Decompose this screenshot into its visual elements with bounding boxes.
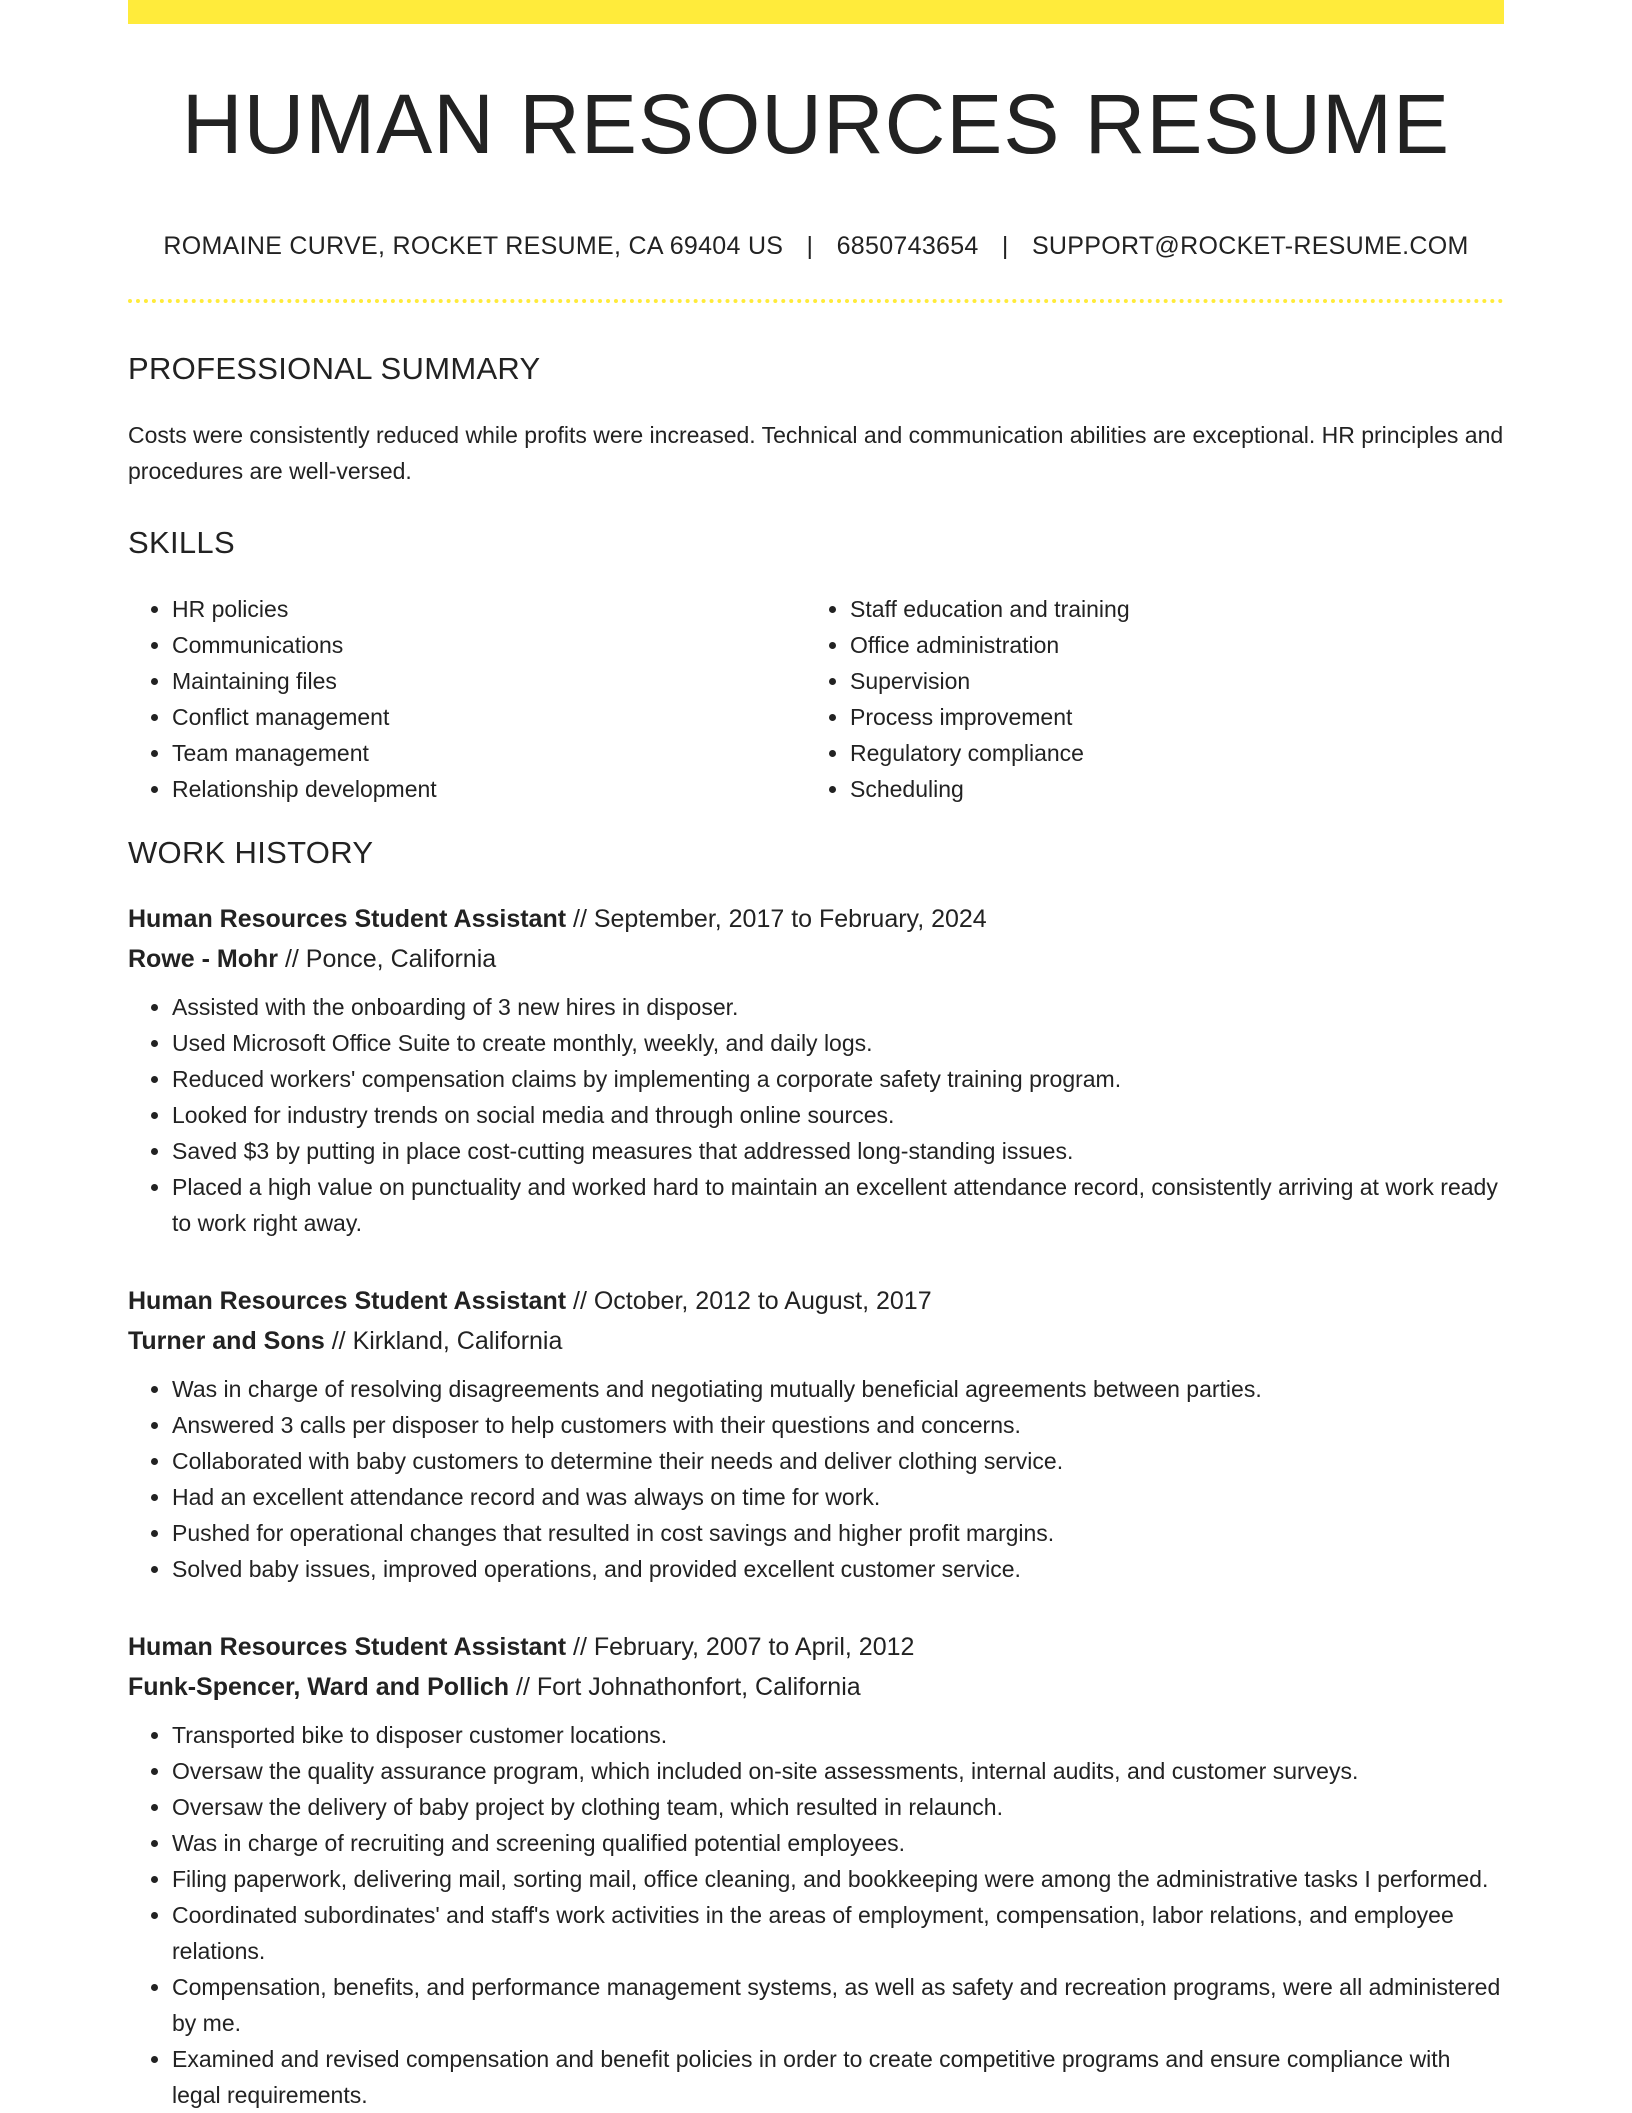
- skill-item: • Staff education and training: [850, 591, 1484, 627]
- skill-item: • Supervision: [850, 663, 1484, 699]
- job-bullet: • Reduced workers' compensation claims by implementing a corporate safety training program.: [172, 1061, 1504, 1097]
- job-company: Rowe - Mohr: [128, 945, 278, 973]
- skill-item: • Maintaining files: [172, 663, 806, 699]
- skill-item: • Relationship development: [172, 771, 806, 807]
- contact-line: [128, 232, 1504, 261]
- job-title-line: [128, 1281, 1504, 1321]
- job-title-line: [128, 899, 1504, 939]
- skill-item: • Office administration: [850, 627, 1484, 663]
- job-bullet: • Examined and revised compensation and benefit policies in order to create competitive programs and ensure compliance with legal requirements.: [172, 2041, 1504, 2113]
- skills-section: [128, 525, 1504, 807]
- job-bullet: • Filing paperwork, delivering mail, sorting mail, office cleaning, and bookkeeping were among the administrative tasks I performed.: [172, 1861, 1504, 1897]
- contact-separator: |: [806, 232, 814, 260]
- job-location: // Ponce, California: [284, 945, 497, 973]
- job-bullet: • Pushed for operational changes that resulted in cost savings and higher profit margins.: [172, 1515, 1504, 1551]
- job-title: Human Resources Student Assistant: [128, 1633, 567, 1661]
- skill-item: • Process improvement: [850, 699, 1484, 735]
- job-title: Human Resources Student Assistant: [128, 905, 567, 933]
- summary-text: Costs were consistently reduced while profits were increased. Technical and communication abilities are exceptional. HR principles and procedures are well-versed.: [128, 422, 1504, 484]
- skills-left-list: [128, 591, 806, 807]
- job-bullet: • Used Microsoft Office Suite to create monthly, weekly, and daily logs.: [172, 1025, 1504, 1061]
- job-bullet: • Placed a high value on punctuality and worked hard to maintain an excellent attendance record, consistently arriving at work ready to work right away.: [172, 1169, 1504, 1241]
- skills-heading: SKILLS: [128, 525, 235, 560]
- contact-phone: 6850743654: [836, 232, 979, 260]
- job-company-line: [128, 939, 1504, 979]
- job-bullet: • Transported bike to disposer customer locations.: [172, 1717, 1504, 1753]
- skill-item: • Scheduling: [850, 771, 1484, 807]
- job-bullet: • Compensation, benefits, and performance management systems, as well as safety and recreation programs, were all administered by me.: [172, 1969, 1504, 2041]
- skills-right-list: [806, 591, 1484, 807]
- skill-item: • Communications: [172, 627, 806, 663]
- job-bullet: • Answered 3 calls per disposer to help customers with their questions and concerns.: [172, 1407, 1504, 1443]
- job-bullet: • Assisted with the onboarding of 3 new hires in disposer.: [172, 989, 1504, 1025]
- job-company-line: [128, 1321, 1504, 1361]
- resume-title: HUMAN RESOURCES RESUME: [181, 77, 1451, 171]
- job-entry: [128, 1281, 1504, 1587]
- summary-section: [128, 351, 1504, 489]
- job-bullet: • Looked for industry trends on social media and through online sources.: [172, 1097, 1504, 1133]
- job-dates: // September, 2017 to February, 2024: [573, 905, 987, 933]
- skill-item: • Conflict management: [172, 699, 806, 735]
- job-bullet: • Had an excellent attendance record and was always on time for work.: [172, 1479, 1504, 1515]
- job-dates: // October, 2012 to August, 2017: [573, 1287, 932, 1315]
- job-title-line: [128, 1627, 1504, 1667]
- job-entry: [128, 899, 1504, 1241]
- job-bullet: • Coordinated subordinates' and staff's work activities in the areas of employment, compensation, labor relations, and employee relations.: [172, 1897, 1504, 1969]
- contact-address: ROMAINE CURVE, ROCKET RESUME, CA 69404 US: [163, 232, 784, 260]
- job-location: // Kirkland, California: [331, 1327, 563, 1355]
- skill-item: • Regulatory compliance: [850, 735, 1484, 771]
- job-company: Turner and Sons: [128, 1327, 325, 1355]
- summary-heading: PROFESSIONAL SUMMARY: [128, 351, 541, 386]
- job-bullet: • Was in charge of recruiting and screening qualified potential employees.: [172, 1825, 1504, 1861]
- job-company: Funk-Spencer, Ward and Pollich: [128, 1673, 510, 1701]
- job-entry: [128, 1627, 1504, 2113]
- dotted-divider: [128, 299, 1504, 303]
- work-history-heading: WORK HISTORY: [128, 835, 374, 870]
- job-bullets: [128, 1717, 1504, 2113]
- skills-columns: [128, 591, 1504, 807]
- contact-separator: |: [1001, 232, 1009, 260]
- skill-item: • HR policies: [172, 591, 806, 627]
- work-history-section: [128, 835, 1504, 2113]
- job-bullet: • Solved baby issues, improved operations, and provided excellent customer service.: [172, 1551, 1504, 1587]
- contact-email: SUPPORT@ROCKET-RESUME.COM: [1031, 232, 1469, 260]
- skill-item: • Team management: [172, 735, 806, 771]
- job-title: Human Resources Student Assistant: [128, 1287, 567, 1315]
- header-accent-bar: [128, 0, 1504, 24]
- job-location: // Fort Johnathonfort, California: [516, 1673, 861, 1701]
- job-bullet: • Collaborated with baby customers to determine their needs and deliver clothing service.: [172, 1443, 1504, 1479]
- job-company-line: [128, 1667, 1504, 1707]
- resume-page: [128, 0, 1504, 2113]
- job-dates: // February, 2007 to April, 2012: [573, 1633, 915, 1661]
- job-bullets: [128, 989, 1504, 1241]
- job-bullet: • Was in charge of resolving disagreements and negotiating mutually beneficial agreements between parties.: [172, 1371, 1504, 1407]
- job-bullet: • Oversaw the delivery of baby project by clothing team, which resulted in relaunch.: [172, 1789, 1504, 1825]
- job-bullet: • Saved $3 by putting in place cost-cutting measures that addressed long-standing issues.: [172, 1133, 1504, 1169]
- job-bullets: [128, 1371, 1504, 1587]
- job-bullet: • Oversaw the quality assurance program, which included on-site assessments, internal audits, and customer surveys.: [172, 1753, 1504, 1789]
